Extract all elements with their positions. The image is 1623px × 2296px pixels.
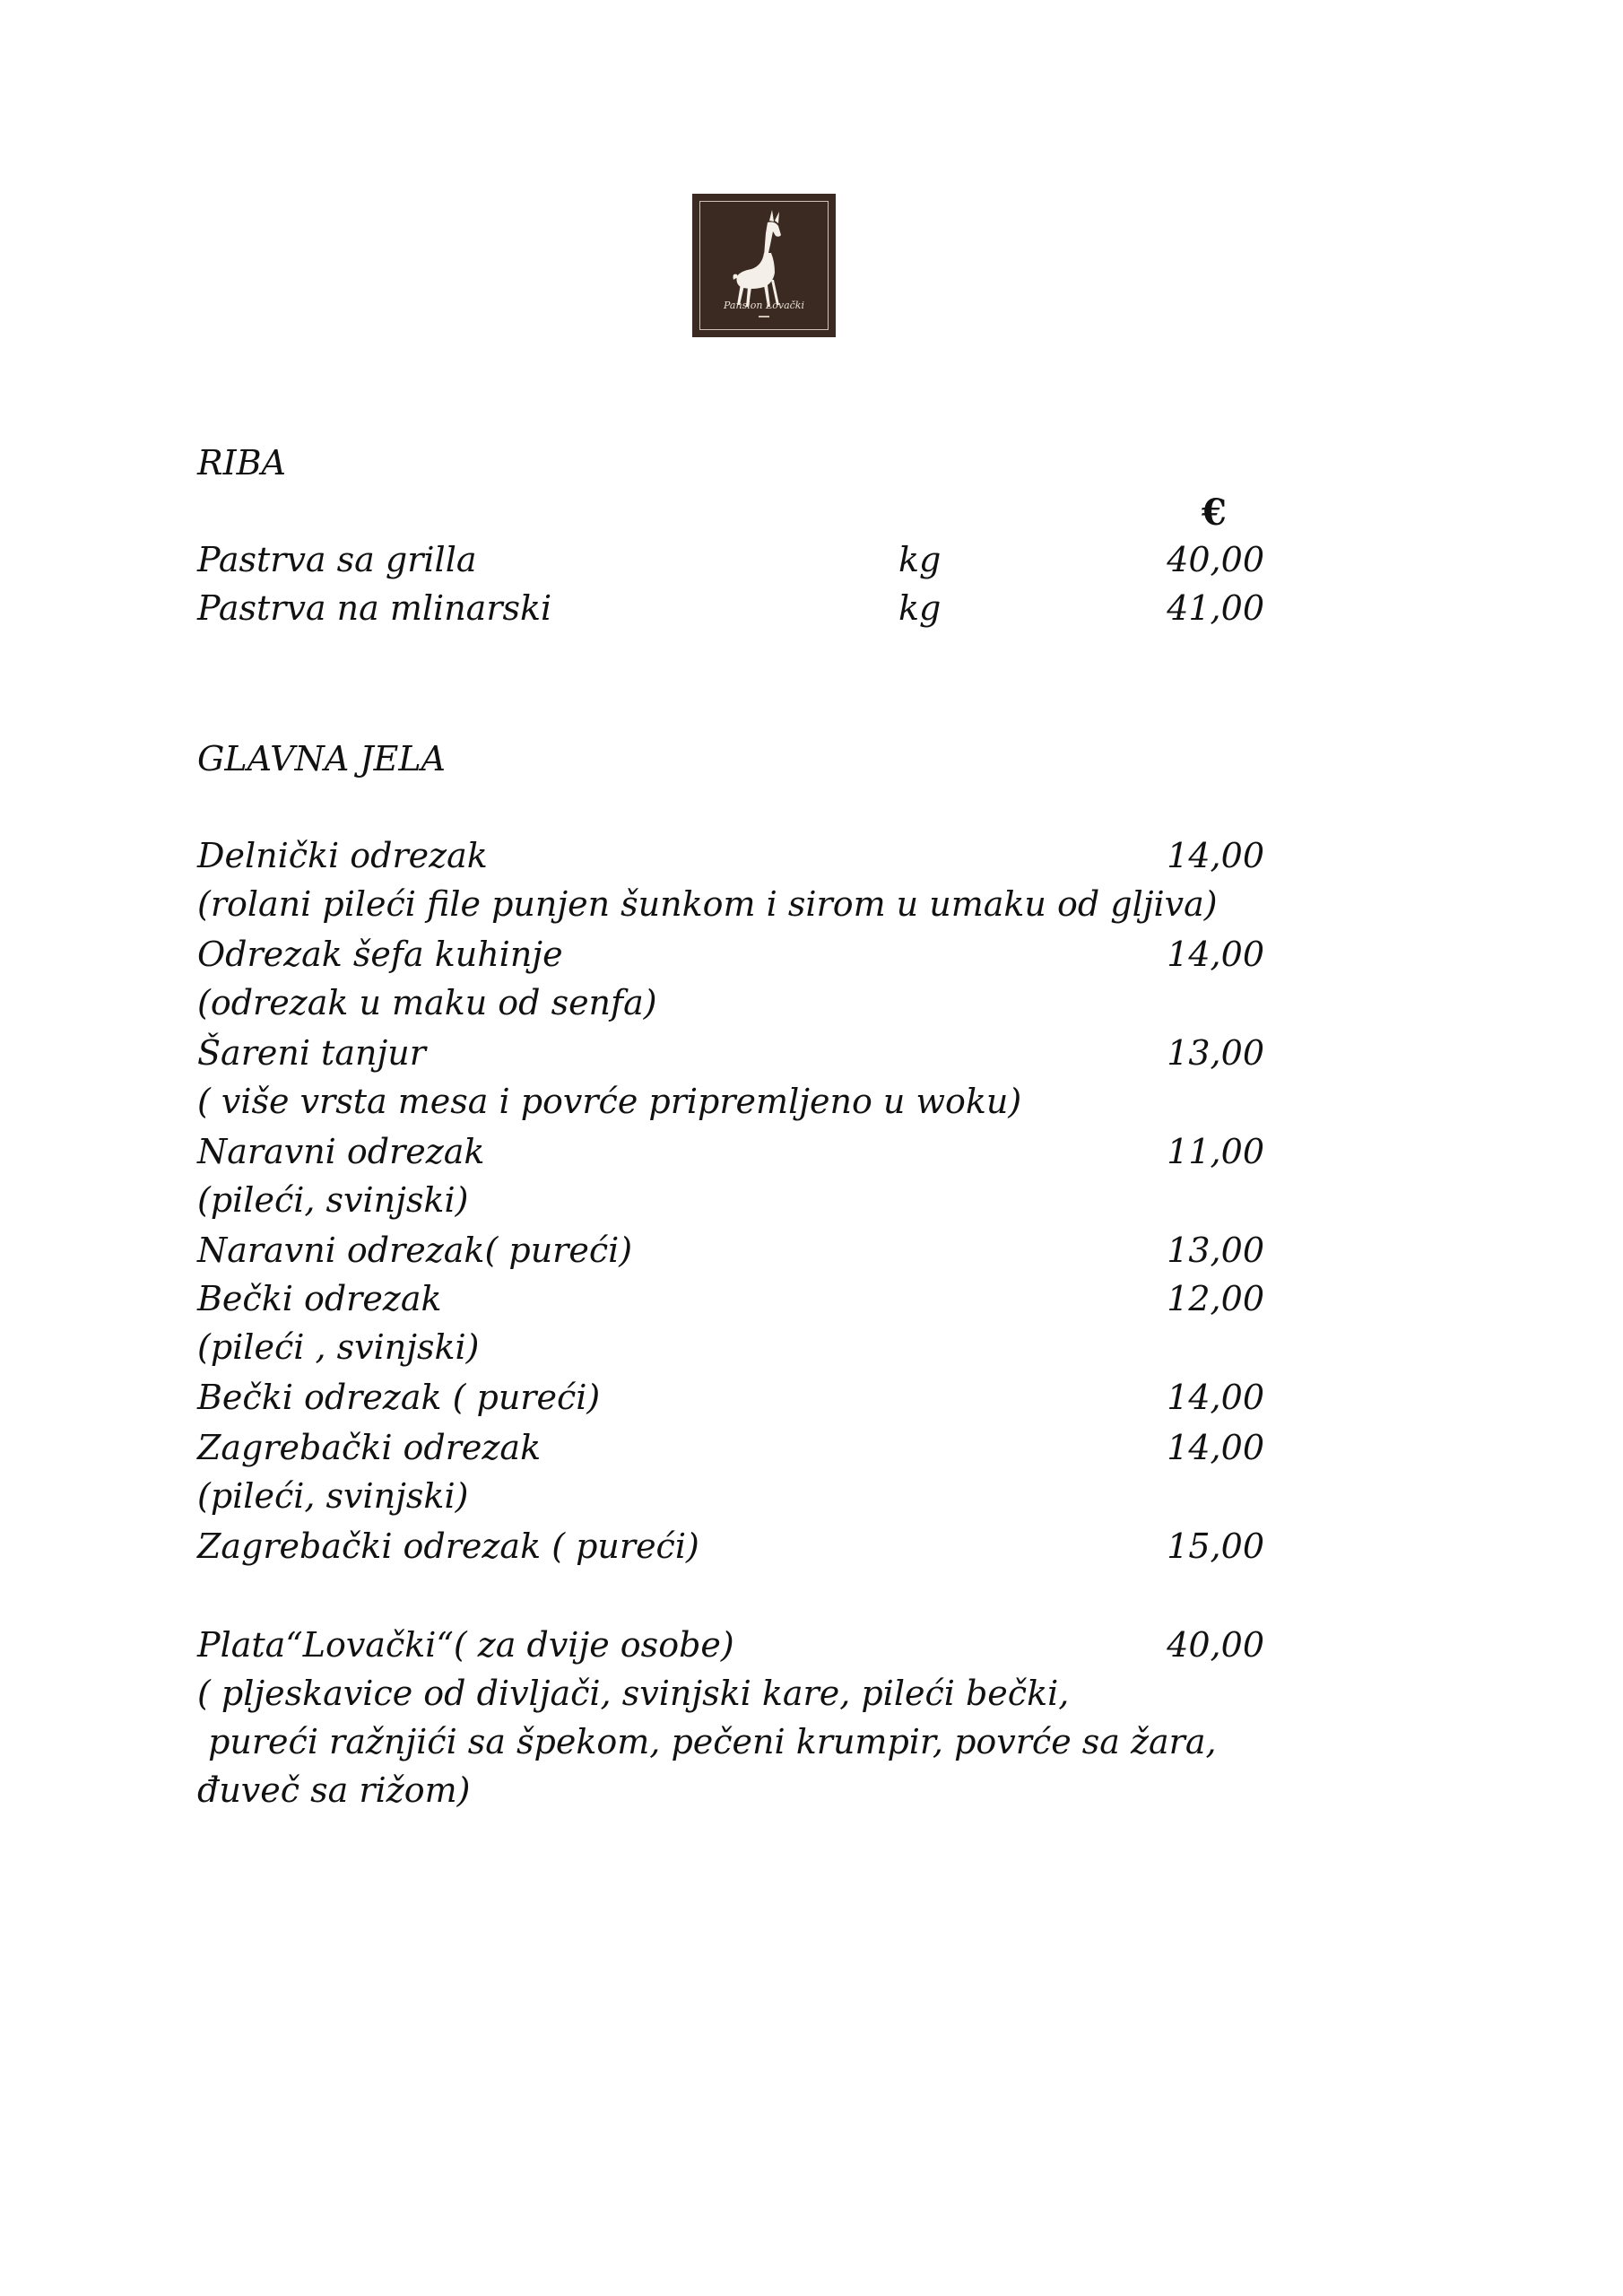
menu-item-name: Bečki odrezak ( pureći) xyxy=(197,1378,601,1417)
menu-item-name: Šareni tanjur xyxy=(197,1033,426,1073)
menu-item-description: (rolani pileći file punjen šunkom i sirom u umaku od gljiva) xyxy=(197,884,1218,924)
menu-item-price: 15,00 xyxy=(1167,1526,1264,1566)
logo xyxy=(692,194,836,337)
menu-item-price: 12,00 xyxy=(1167,1279,1264,1318)
currency-symbol: € xyxy=(1202,491,1227,534)
menu-item-description: (odrezak u maku od senfa) xyxy=(197,983,657,1022)
menu-item-price: 13,00 xyxy=(1167,1033,1264,1073)
menu-item-name: Naravni odrezak( pureći) xyxy=(197,1231,633,1270)
menu-item-name: Plata“Lovački“( za dvije osobe) xyxy=(197,1625,734,1665)
menu-item-price: 14,00 xyxy=(1167,1378,1264,1417)
menu-item-unit: kg xyxy=(898,540,942,579)
menu-item-name: Pastrva na mlinarski xyxy=(197,588,552,628)
menu-item-name: Zagrebački odrezak ( pureći) xyxy=(197,1526,699,1566)
section-title-riba: RIBA xyxy=(197,443,286,483)
menu-item-name: Odrezak šefa kuhinje xyxy=(197,935,563,974)
menu-item-description: (pileći, svinjski) xyxy=(197,1180,469,1220)
logo-text: Pansion Lovački xyxy=(724,300,804,311)
menu-item-price: 13,00 xyxy=(1167,1231,1264,1270)
menu-item-price: 40,00 xyxy=(1167,1625,1264,1665)
menu-item-name: Delnički odrezak xyxy=(197,836,488,875)
menu-item-description: (pileći, svinjski) xyxy=(197,1476,469,1516)
menu-item-description: ( više vrsta mesa i povrće pripremljeno u woku) xyxy=(197,1082,1022,1121)
deer-icon xyxy=(692,194,836,337)
menu-item-price: 11,00 xyxy=(1167,1132,1264,1171)
menu-item-description: pureći ražnjići sa špekom, pečeni krumpir, povrće sa žara, xyxy=(197,1722,1217,1761)
menu-item-price: 14,00 xyxy=(1167,836,1264,875)
menu-item-description: (pileći , svinjski) xyxy=(197,1327,480,1367)
menu-item-name: Zagrebački odrezak xyxy=(197,1428,542,1467)
menu-item-price: 14,00 xyxy=(1167,935,1264,974)
menu-item-price: 14,00 xyxy=(1167,1428,1264,1467)
menu-item-unit: kg xyxy=(898,588,942,628)
menu-item-name: Pastrva sa grilla xyxy=(197,540,477,579)
section-title-glavna-jela: GLAVNA JELA xyxy=(197,739,447,778)
menu-item-price: 40,00 xyxy=(1167,540,1264,579)
menu-item-price: 41,00 xyxy=(1167,588,1264,628)
menu-item-description: ( pljeskavice od divljači, svinjski kare, pileći bečki, xyxy=(197,1674,1070,1713)
menu-item-name: Naravni odrezak xyxy=(197,1132,485,1171)
menu-item-description: đuveč sa rižom) xyxy=(197,1770,471,1810)
menu-item-name: Bečki odrezak xyxy=(197,1279,442,1318)
